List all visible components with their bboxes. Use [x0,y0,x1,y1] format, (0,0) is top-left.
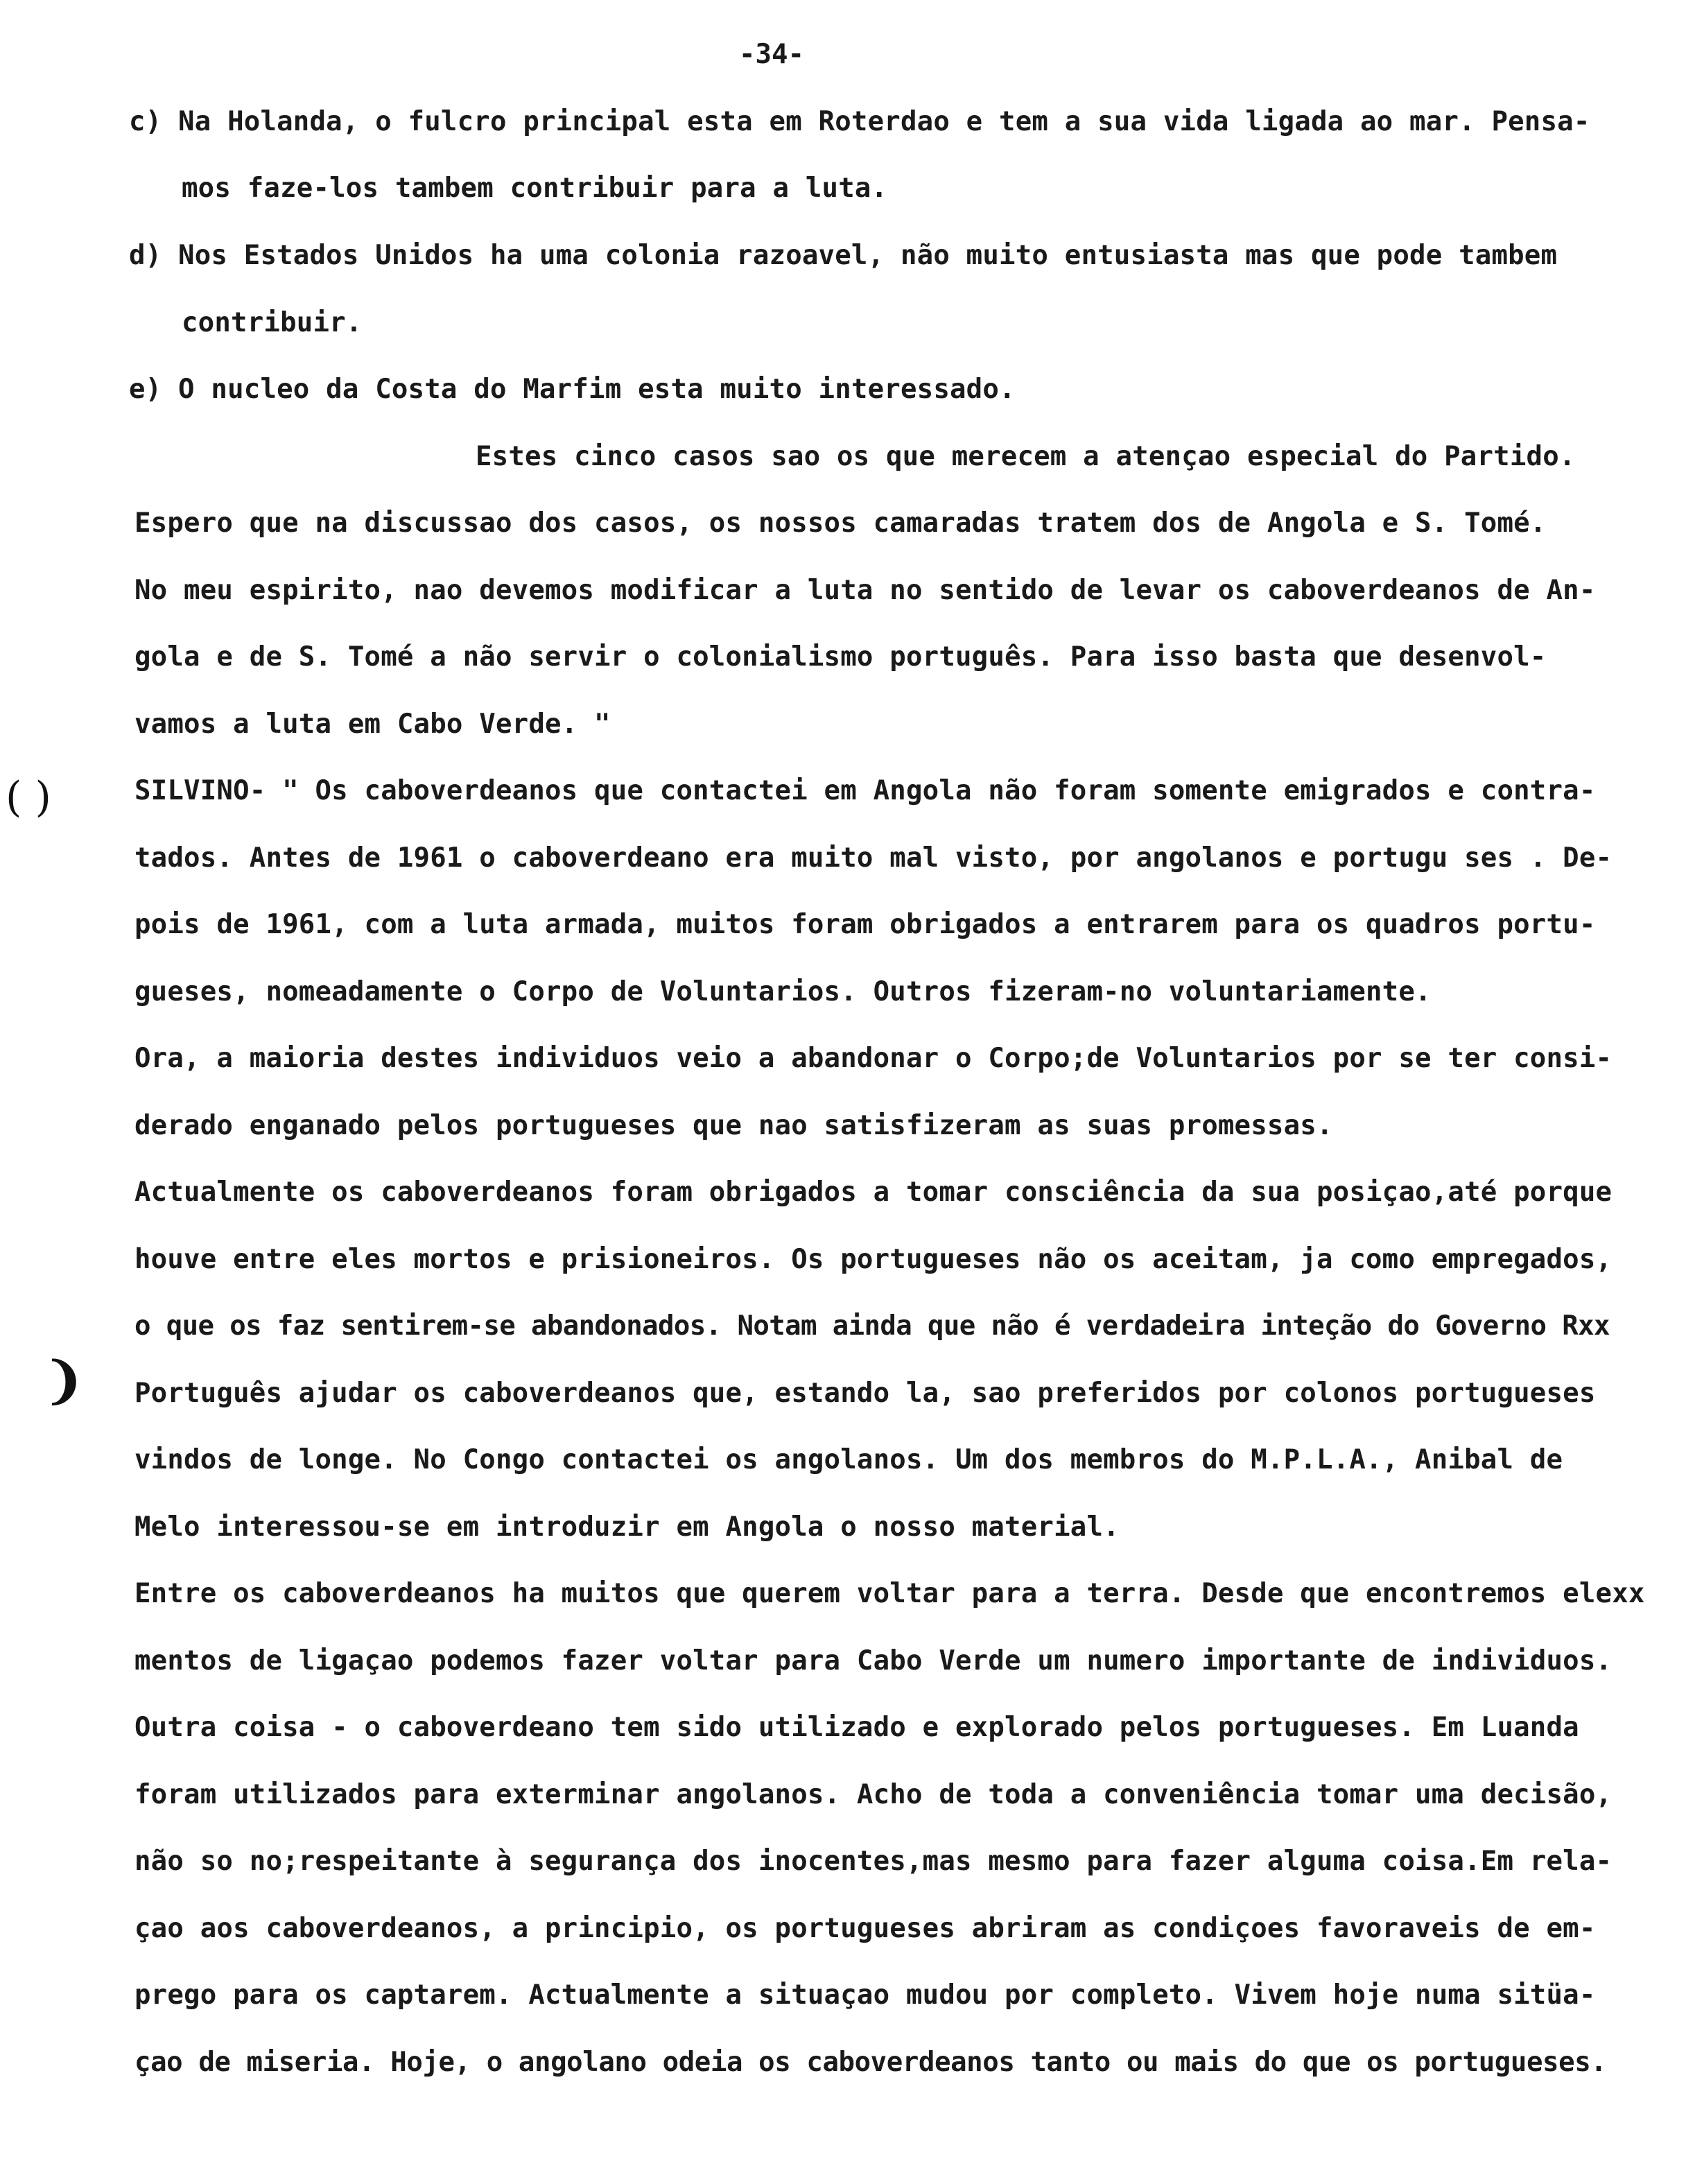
text-line: Entre os caboverdeanos ha muitos que querem voltar para a terra. Desde que encontremos elexx [134,1578,1645,1609]
text-line: Espero que na discussao dos casos, os nossos camaradas tratem dos de Angola e S. Tomé. [134,508,1547,539]
text-line: mos faze-los tambem contribuir para a luta. [182,173,888,204]
text-line: Português ajudar os caboverdeanos que, estando la, sao preferidos por colonos portugueses [134,1378,1596,1409]
text-line: foram utilizados para exterminar angolanos. Acho de toda a conveniência tomar uma decisão, [134,1779,1613,1810]
text-line: e) O nucleo da Costa do Marfim esta muito interessado. [129,374,1016,405]
text-line: mentos de ligaçao podemos fazer voltar para Cabo Verde um numero importante de individuos. [134,1645,1613,1676]
text-line: çao de miseria. Hoje, o angolano odeia os caboverdeanos tanto ou mais do que os portugueses. [134,2047,1607,2078]
text-line: gola e de S. Tomé a não servir o colonialismo português. Para isso basta que desenvol- [134,641,1547,673]
text-line: d) Nos Estados Unidos ha uma colonia razoavel, não muito entusiasta mas que pode tambem [129,240,1558,271]
text-line: Melo interessou-se em introduzir em Angola o nosso material. [134,1511,1120,1543]
margin-comma-mark: ❩ [43,1351,85,1410]
text-line: pois de 1961, com a luta armada, muitos foram obrigados a entrarem para os quadros portu- [134,909,1596,940]
text-line: Ora, a maioria destes individuos veio a abandonar o Corpo;de Voluntarios por se ter consi- [134,1043,1613,1074]
text-line: c) Na Holanda, o fulcro principal esta em Roterdao e tem a sua vida ligada ao mar. Pensa- [129,106,1590,137]
text-line: contribuir. [182,307,363,338]
text-line: vamos a luta em Cabo Verde. " [134,709,611,740]
text-line: o que os faz sentirem-se abandonados. Notam ainda que não é verdadeira inteção do Governo Rxx [134,1310,1610,1342]
text-line: Estes cinco casos sao os que merecem a atençao especial do Partido. [476,441,1576,472]
page-number: -34- [739,39,804,70]
text-line: Outra coisa - o caboverdeano tem sido utilizado e explorado pelos portugueses. Em Luanda [134,1712,1579,1743]
margin-bracket-mark: ( ) [6,773,51,822]
text-line: houve entre eles mortos e prisioneiros. Os portugueses não os aceitam, ja como empregados, [134,1244,1613,1275]
text-line: Actualmente os caboverdeanos foram obrigados a tomar consciência da sua posiçao,até porque [134,1177,1613,1208]
text-line: derado enganado pelos portugueses que nao satisfizeram as suas promessas. [134,1110,1333,1141]
text-line: não so no;respeitante à segurança dos inocentes,mas mesmo para fazer alguma coisa.Em rela- [134,1846,1613,1877]
text-line: gueses, nomeadamente o Corpo de Voluntarios. Outros fizeram-no voluntariamente. [134,976,1432,1007]
text-line: tados. Antes de 1961 o caboverdeano era muito mal visto, por angolanos e portugu ses . De- [134,842,1613,874]
text-line: çao aos caboverdeanos, a principio, os portugueses abriram as condiçoes favoraveis de em- [134,1913,1596,1944]
text-line: No meu espirito, nao devemos modificar a luta no sentido de levar os caboverdeanos de An- [134,575,1596,606]
text-line: SILVINO- " Os caboverdeanos que contactei em Angola não foram somente emigrados e contra- [134,775,1596,806]
text-line: vindos de longe. No Congo contactei os angolanos. Um dos membros do M.P.L.A., Anibal de [134,1444,1563,1475]
text-line: prego para os captarem. Actualmente a situaçao mudou por completo. Vivem hoje numa sitüa- [134,1979,1596,2011]
